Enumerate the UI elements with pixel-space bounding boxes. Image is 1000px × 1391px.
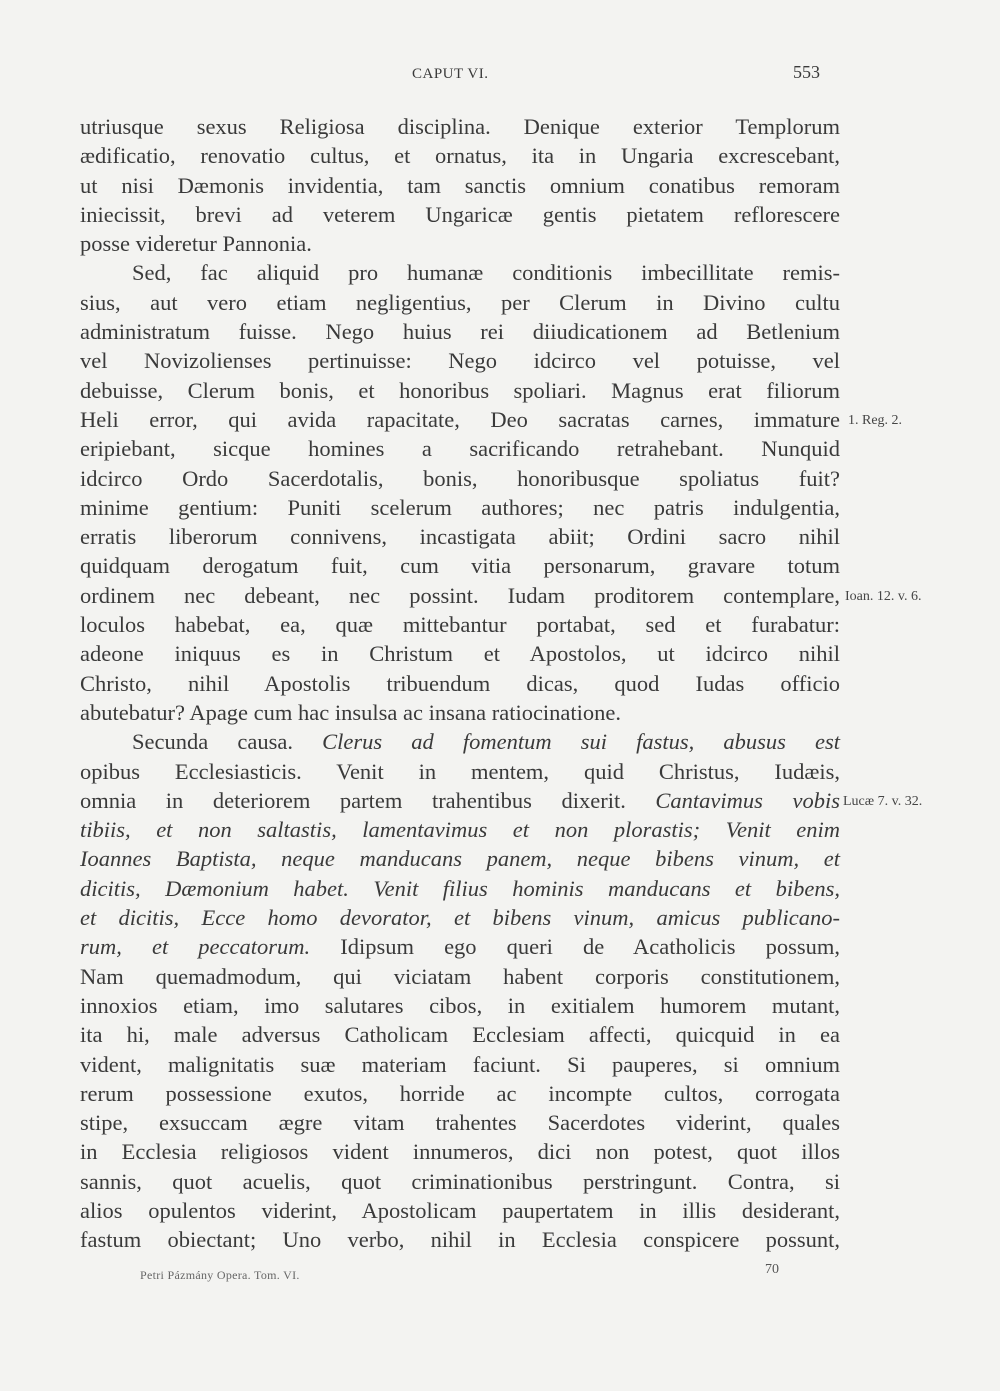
text-line — [80, 874, 840, 903]
text-line: ordinem nec debeant, nec possint. Iudam proditorem contemplare, — [80, 582, 840, 608]
running-head — [0, 62, 1000, 86]
text-line: loculos habebat, ea, quæ mittebantur portabat, sed et furabatur: — [80, 612, 840, 638]
italic-text: et dicitis, Ecce homo devorator, et bibens vinum, amicus publicano- — [80, 905, 840, 931]
text-line: sius, aut vero etiam negligentius, per Clerum in Divino cultu — [80, 289, 840, 315]
page-number: 553 — [793, 62, 820, 82]
text-line: in Ecclesia religiosos vident innumeros, dici non potest, quot illos — [80, 1139, 840, 1165]
text-line: eripiebant, sicque homines a sacrificando retrahebant. Nunquid — [80, 436, 840, 462]
italic-text: Cantavimus vobis — [655, 787, 840, 813]
text-line: vident, malignitatis suæ materiam faciunt. Si pauperes, si omnium — [80, 1051, 840, 1077]
italic-text: Clerus ad fomentum sui fastus, abusus est — [322, 729, 840, 755]
footer-sheet-number: 70 — [765, 1262, 779, 1277]
text-line: stipe, exsuccam ægre vitam trahentes Sacerdotes viderint, quales — [80, 1110, 840, 1136]
text-line: Christo, nihil Apostolis tribuendum dicas, quod Iudas officio — [80, 670, 840, 696]
text-line: debuisse, Clerum bonis, et honoribus spoliari. Magnus erat filiorum — [80, 377, 840, 403]
text-line: erratis liberorum connivens, incastigata abiit; Ordini sacro nihil — [80, 524, 840, 550]
text-line: vel Novizolienses pertinuisse: Nego idcirco vel potuisse, vel — [80, 348, 840, 374]
italic-text: tibiis, et non saltastis, lamentavimus et non plorastis; Venit enim — [80, 817, 840, 843]
text-line: Heli error, qui avida rapacitate, Deo sacratas carnes, immature — [80, 406, 840, 432]
text-line: idcirco Ordo Sacerdotalis, bonis, honoribusque spoliatus fuit? — [80, 465, 840, 491]
text-line: rerum possessione exutos, horride ac incompte cultos, corrogata — [80, 1080, 840, 1106]
text-line: alios opulentos viderint, Apostolicam paupertatem in illis desiderant, — [80, 1197, 840, 1223]
text-line: administratum fuisse. Nego huius rei diiudicationem ad Betlenium — [80, 319, 840, 345]
footer-signature: Petri Pázmány Opera. Tom. VI. — [140, 1268, 300, 1282]
chapter-title: CAPUT VI. — [412, 66, 489, 82]
body-text — [80, 112, 840, 1255]
text-line: quidquam derogatum fuit, cum vitia personarum, gravare totum — [80, 553, 840, 579]
text-line — [80, 815, 840, 844]
italic-text: rum, et peccatorum. — [80, 934, 311, 960]
text-line: Sed, fac aliquid pro humanæ conditionis imbecillitate remis- — [132, 260, 840, 286]
text-line: omnia in deteriorem partem trahentibus dixerit. Cantavimus vobis — [80, 787, 840, 813]
text-line: ut nisi Dæmonis invidentia, tam sanctis omnium conatibus remoram — [80, 172, 840, 198]
text-line: ædificatio, renovatio cultus, et ornatus, ita in Ungaria excrescebant, — [80, 143, 840, 169]
text-line: iniecissit, brevi ad veterem Ungaricæ gentis pietatem reflorescere — [80, 201, 840, 227]
text-line: adeone iniquus es in Christum et Apostolos, ut idcirco nihil — [80, 641, 840, 667]
margin-note-reference: Lucæ 7. v. 32. — [843, 794, 923, 809]
italic-text: Ioannes Baptista, neque manducans panem, neque bibens vinum, et — [80, 846, 840, 872]
text-line — [80, 903, 840, 932]
margin-note-reference: Ioan. 12. v. 6. — [845, 589, 922, 604]
text-line: sannis, quot acuelis, quot criminationibus perstringunt. Contra, si — [80, 1168, 840, 1194]
text-line: ita hi, male adversus Catholicam Ecclesiam affecti, quicquid in ea — [80, 1022, 840, 1048]
text-line — [80, 844, 840, 873]
text-line: opibus Ecclesiasticis. Venit in mentem, quid Christus, Iudæis, — [80, 758, 840, 784]
text-line: utriusque sexus Religiosa disciplina. Denique exterior Templorum — [80, 114, 840, 139]
text-line: rum, et peccatorum. Idipsum ego queri de Acatholicis possum, — [80, 934, 840, 960]
text-line: innoxios etiam, imo salutares cibos, in exitialem humorem mutant, — [80, 992, 840, 1018]
page-footer — [0, 1262, 1000, 1292]
text-line: Secunda causa. Clerus ad fomentum sui fastus, abusus est — [132, 729, 840, 755]
text-line: minime gentium: Puniti scelerum authores; nec patris indulgentia, — [80, 494, 840, 520]
text-line: abutebatur? Apage cum hac insulsa ac insana ratiocinatione. — [80, 699, 622, 725]
text-line: Nam quemadmodum, qui viciatam habent corporis constitutionem, — [80, 963, 840, 989]
text-line: posse videretur Pannonia. — [80, 231, 312, 257]
text-line: fastum obiectant; Uno verbo, nihil in Ecclesia conspicere possunt, — [80, 1227, 840, 1253]
margin-note-reference: 1. Reg. 2. — [848, 413, 903, 428]
italic-text: dicitis, Dæmonium habet. Venit filius hominis manducans et bibens, — [80, 875, 840, 901]
